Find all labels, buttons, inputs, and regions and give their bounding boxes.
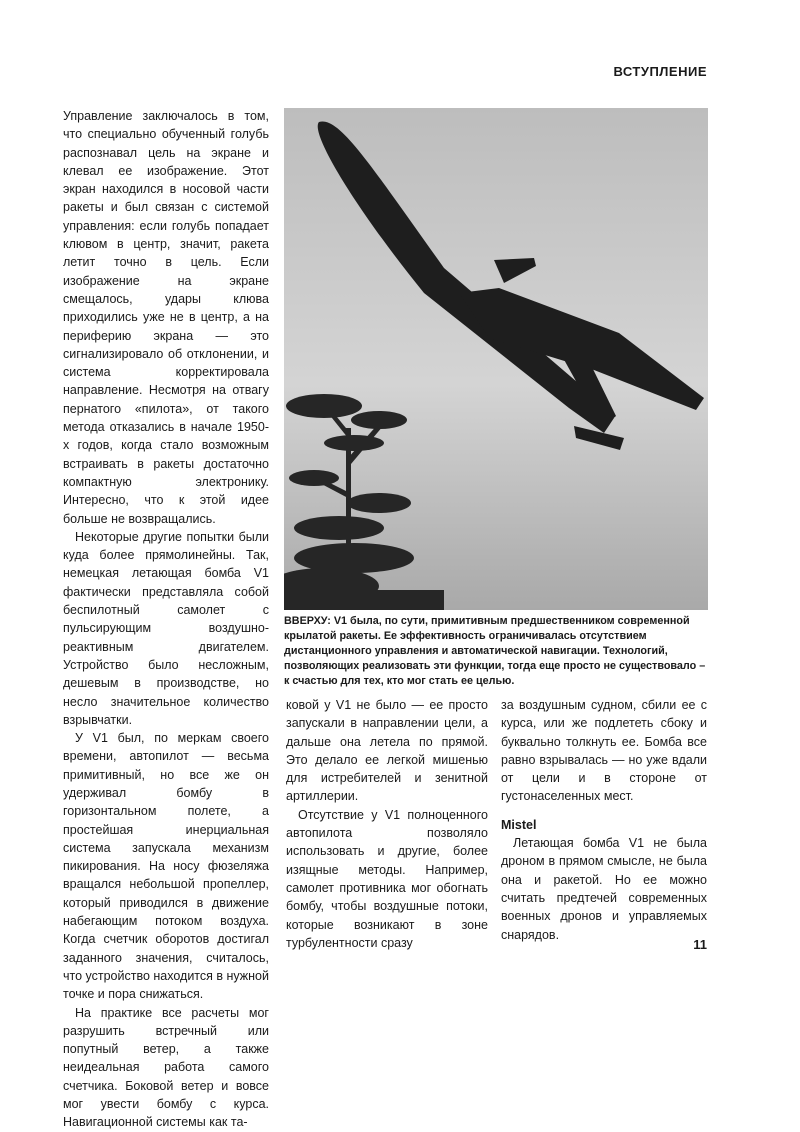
- photo-caption: ВВЕРХУ: V1 была, по сути, примитивным предшественником современной крылатой ракеты. Ее эффективность ограничивалась отсутствием дистанционного управления и автоматической навигации. Технологий, позволяющих реализовать эти функции, тогда еще просто не существовало – к счастью для тех, кто мог стать ее целью.: [284, 615, 706, 687]
- text-column-left: [63, 107, 269, 1132]
- page-number: 11: [693, 937, 707, 952]
- subheading: Mistel: [501, 817, 537, 832]
- paragraph: На практике все расчеты мог разрушить встречный или попутный ветер, а также неидеальная работа самого счетчика. Боковой ветер и вовсе мог увести бомбу с курса. Навигационной системы как та-: [63, 1005, 269, 1130]
- paragraph: Летающая бомба V1 не была дроном в прямом смысле, не была она и ракетой. Но ее можно считать предтечей современных военных дронов и управляемых снарядов.: [501, 836, 707, 942]
- paragraph: ковой у V1 не было — ее просто запускали в направлении цели, а дальше она летела по прямой. Это делало ее легкой мишенью для истребителей и зенитной артиллерии.: [286, 698, 488, 804]
- paragraph: Некоторые другие попытки были куда более прямолинейны. Так, немецкая летающая бомба V1 фактически представляла собой беспилотный самолет с пульсирующим воздушно-реактивным двигателем. Устройство было несложным, дешевым в производстве, но несло значительное количество взрывчатки.: [63, 529, 269, 727]
- paragraph: за воздушным судном, сбили ее с курса, или же подлететь сбоку и буквально толкнуть ее. Бомба все равно взрывалась — но уже вдали от цели и в стороне от густонаселенных мест.: [501, 698, 707, 804]
- v1-flying-bomb-photo: [284, 108, 708, 610]
- text-column-middle: [286, 696, 488, 952]
- paragraph: Отсутствие у V1 полноценного автопилота позволяло использовать и другие, более изящные методы. Например, самолет противника мог обогнать бомбу, чтобы воздушные потоки, которые возникают в зоне турбулентности сразу: [286, 807, 488, 950]
- text-column-right: [501, 696, 707, 944]
- paragraph: У V1 был, по меркам своего времени, автопилот — весьма примитивный, но все же он удерживал бомбу в горизонтальном полете, а простейшая инерциальная система запускала механизм пикирования. На носу фюзеляжа вращался небольшой пропеллер, который приводился в движение набегающим потоком воздуха. Когда счетчик оборотов достигал заданного значения, считалось, что устройство находится в нужной точке и пора снижаться.: [63, 731, 269, 1002]
- paragraph: Управление заключалось в том, что специально обученный голубь распознавал цель на экране и клевал ее изображение. Этот экран находился в носовой части ракеты и был связан с системой управления: если голубь попадает клювом в центр, значит, ракета летит точно в цель. Если изображение на экране смещалось, удары клюва приходились уже не в центр, а на периферию экрана — это сигнализировало об отклонении, и система корректировала направление. Несмотря на отвагу пернатого «пилота», от такого метода отказались в начале 1950-х годов, когда стало возможным встраивать в ракеты достаточно компактную электронику. Интересно, что к этой идее больше не возвращались.: [63, 109, 269, 526]
- section-title: ВСТУПЛЕНИЕ: [613, 64, 707, 79]
